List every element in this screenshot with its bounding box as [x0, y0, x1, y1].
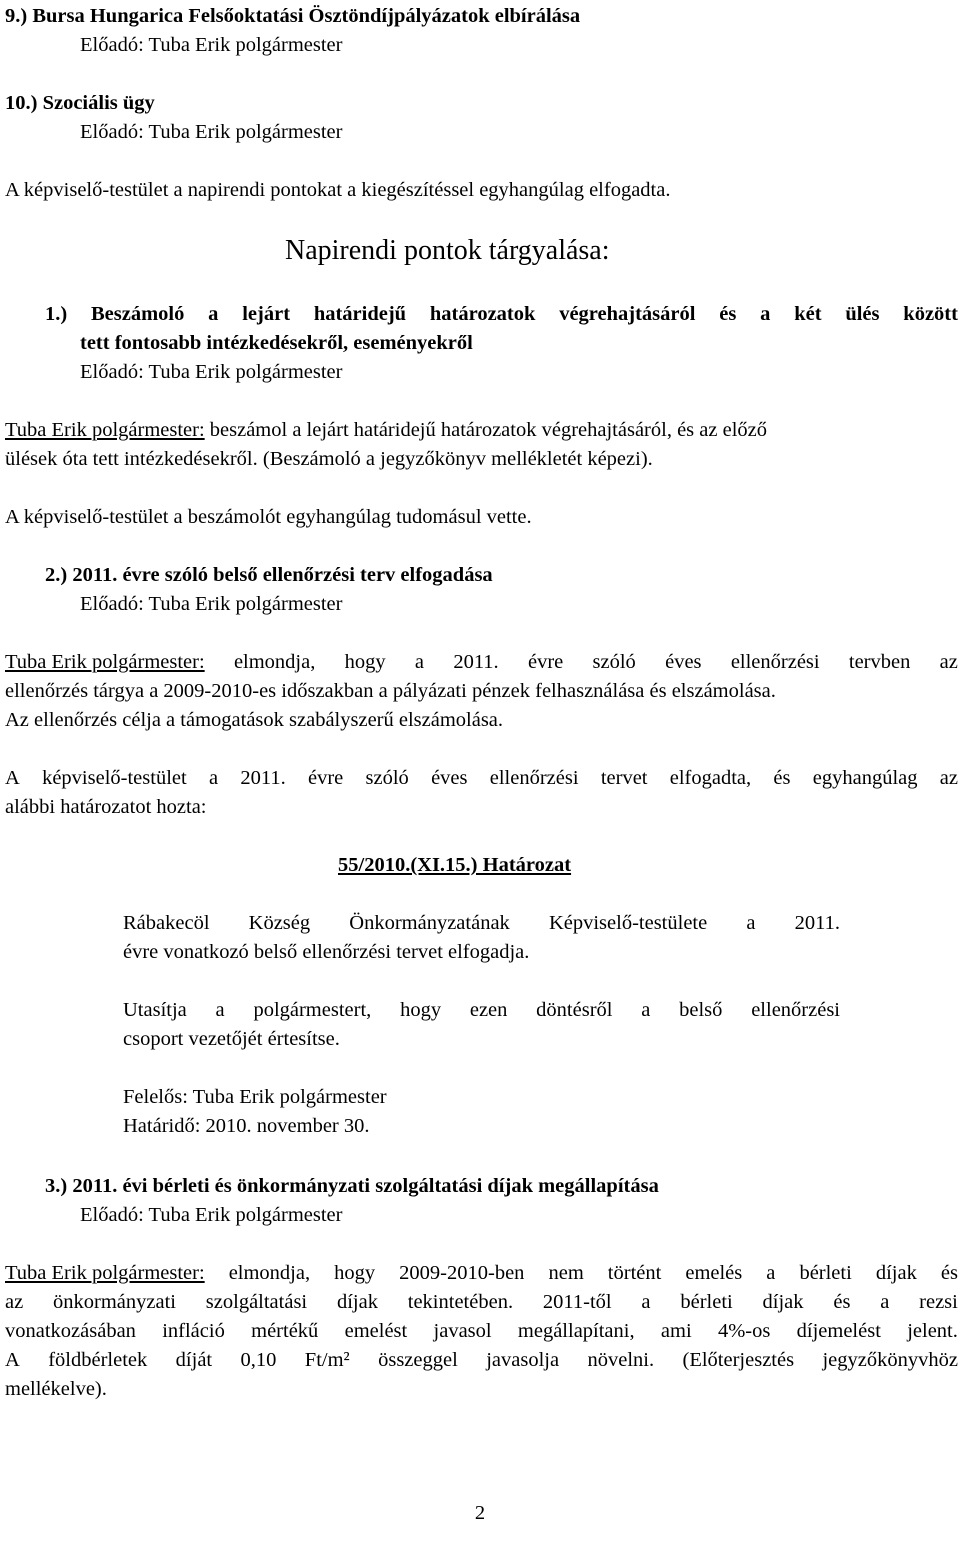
point-3-body-line-3: vonatkozásában infláció mértékű emelést javasol megállapítani, ami 4%-os díjemelést jelent.: [5, 1320, 958, 1342]
speaker-name: Tuba Erik polgármester:: [5, 419, 205, 441]
point-3-body-line-2: az önkormányzati szolgáltatási díjak tekintetében. 2011-től a bérleti díjak és a rezsi: [5, 1291, 958, 1313]
point-3-body-line-1: Tuba Erik polgármester: elmondja, hogy 2009-2010-ben nem történt emelés a bérleti díjak és: [5, 1259, 958, 1288]
agenda-acceptance: A képviselő-testület a napirendi pontokat a kiegészítéssel egyhangúlag elfogadta.: [5, 179, 671, 201]
point-2-decision-line-1: A képviselő-testület a 2011. évre szóló éves ellenőrzési tervet elfogadta, és egyhangúlag az: [5, 767, 958, 789]
point-1-presenter: Előadó: Tuba Erik polgármester: [80, 361, 343, 383]
speaker-name: Tuba Erik polgármester:: [5, 1262, 205, 1284]
point-1-title-line-2: tett fontosabb intézkedésekről, eseményekről: [80, 332, 473, 354]
resolution-text-line-2: évre vonatkozó belső ellenőrzési tervet elfogadja.: [123, 941, 530, 963]
resolution-deadline: Határidő: 2010. november 30.: [123, 1115, 370, 1137]
point-1-title-line-1: 1.) Beszámoló a lejárt határidejű határozatok végrehajtásáról és a két ülés között: [45, 303, 958, 325]
resolution-text-line-3: Utasítja a polgármestert, hogy ezen döntésről a belső ellenőrzési: [123, 999, 840, 1021]
item-10-presenter: Előadó: Tuba Erik polgármester: [80, 121, 343, 143]
point-1-body-line-1: Tuba Erik polgármester: beszámol a lejárt határidejű határozatok végrehajtásáról, és az előző: [5, 419, 767, 441]
point-1-body-line-2: ülések óta tett intézkedésekről. (Beszámoló a jegyzőkönyv mellékletét képezi).: [5, 448, 653, 470]
point-3-body-line-5: mellékelve).: [5, 1378, 107, 1400]
section-heading: Napirendi pontok tárgyalása:: [285, 235, 610, 266]
resolution-text-line-1: Rábakecöl Község Önkormányzatának Képviselő-testülete a 2011.: [123, 912, 840, 934]
point-2-presenter: Előadó: Tuba Erik polgármester: [80, 593, 343, 615]
resolution-text-line-4: csoport vezetőjét értesítse.: [123, 1028, 340, 1050]
item-10-title: 10.) Szociális ügy: [5, 92, 155, 114]
point-1-result: A képviselő-testület a beszámolót egyhangúlag tudomásul vette.: [5, 506, 532, 528]
point-2-decision-line-2: alábbi határozatot hozta:: [5, 796, 207, 818]
speaker-name: Tuba Erik polgármester:: [5, 651, 205, 673]
page-number: 2: [474, 1502, 486, 1524]
point-2-body-line-2: ellenőrzés tárgya a 2009-2010-es időszakban a pályázati pénzek felhasználása és elszámolása.: [5, 680, 776, 702]
item-9-presenter: Előadó: Tuba Erik polgármester: [80, 34, 343, 56]
point-3-body-line-4: A földbérletek díját 0,10 Ft/m² összeggel javasolja növelni. (Előterjesztés jegyzőkönyvhöz: [5, 1349, 958, 1371]
point-2-body-line-3: Az ellenőrzés célja a támogatások szabályszerű elszámolása.: [5, 709, 504, 731]
point-2-title: 2.) 2011. évre szóló belső ellenőrzési terv elfogadása: [45, 564, 493, 586]
item-9-title: 9.) Bursa Hungarica Felsőoktatási Ösztöndíjpályázatok elbírálása: [5, 5, 581, 27]
resolution-title: 55/2010.(XI.15.) Határozat: [338, 854, 572, 876]
point-3-title: 3.) 2011. évi bérleti és önkormányzati szolgáltatási díjak megállapítása: [45, 1175, 659, 1197]
resolution-responsible: Felelős: Tuba Erik polgármester: [123, 1086, 387, 1108]
point-3-presenter: Előadó: Tuba Erik polgármester: [80, 1204, 343, 1226]
point-2-body-line-1: Tuba Erik polgármester: elmondja, hogy a 2011. évre szóló éves ellenőrzési tervben az: [5, 648, 958, 677]
